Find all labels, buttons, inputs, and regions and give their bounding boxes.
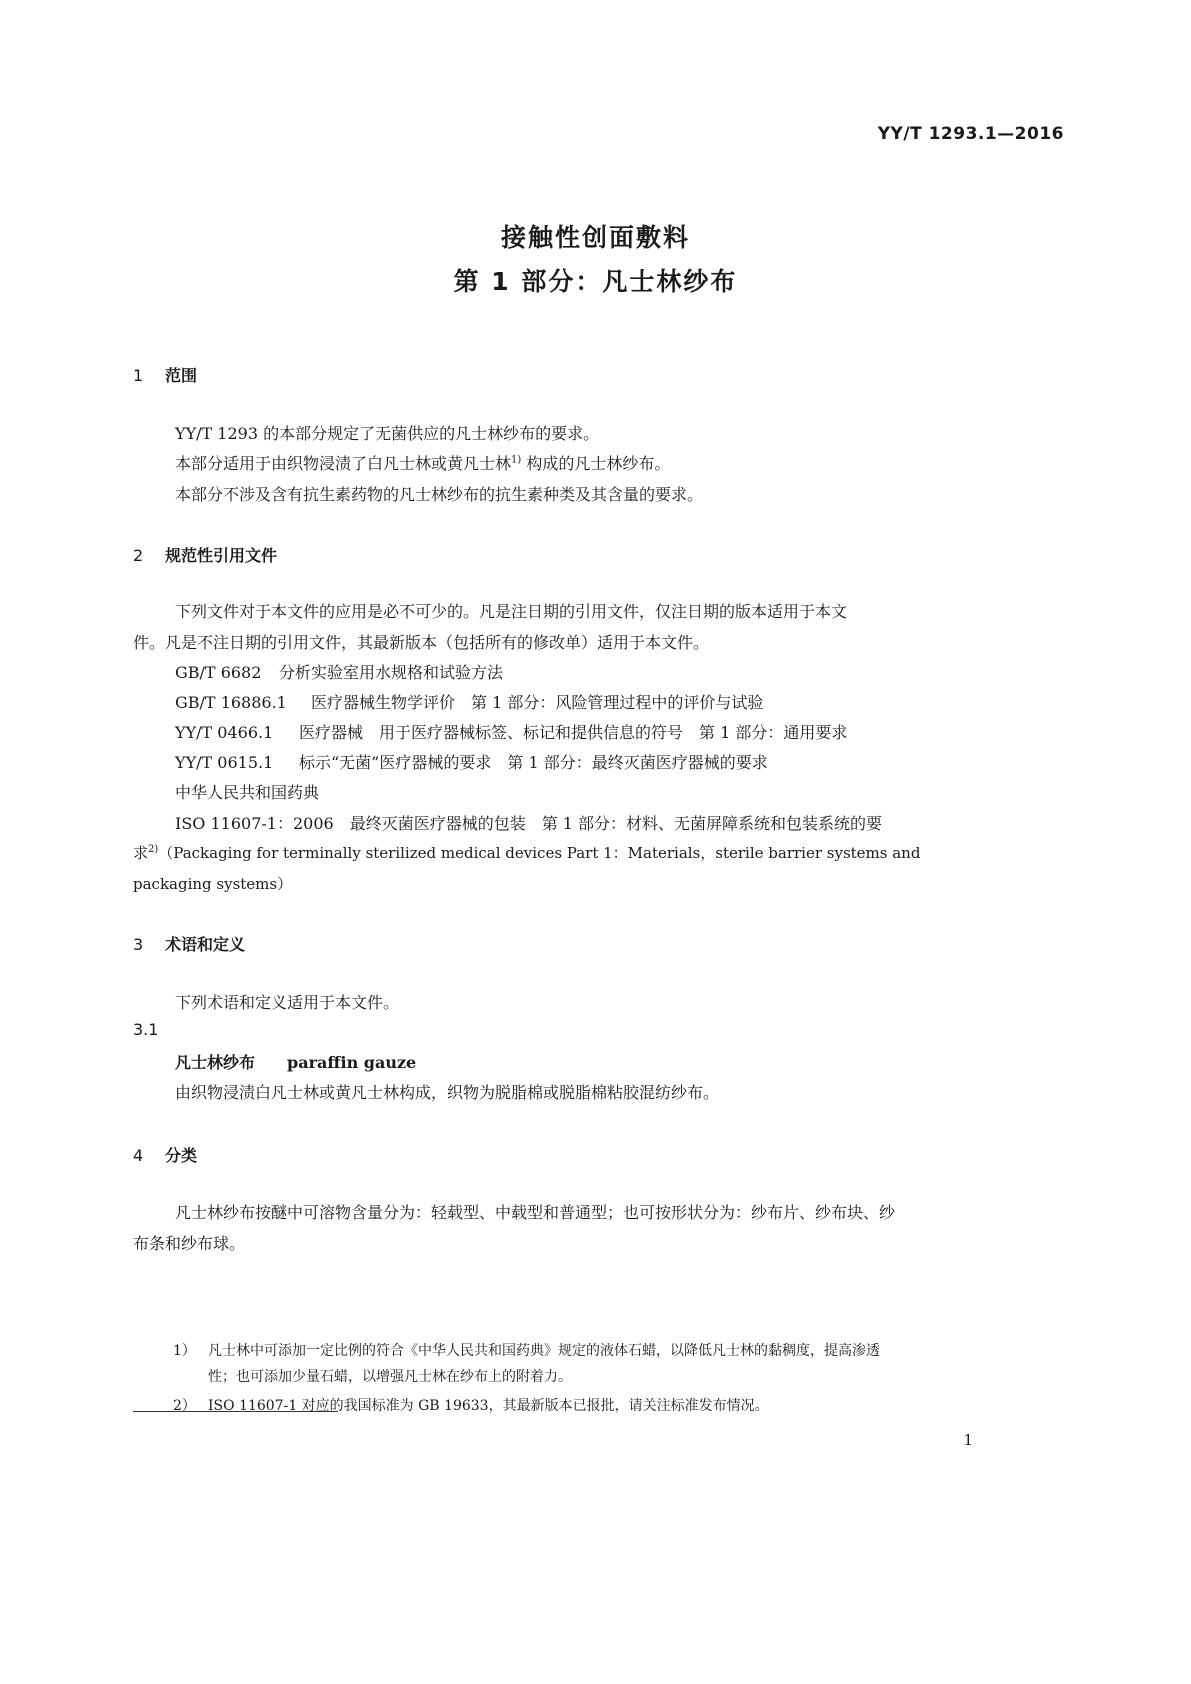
reference-iso-text: 求 <box>133 844 149 862</box>
document-title-line1: 接触性创面敷料 <box>500 223 690 252</box>
section-number: 1 <box>133 366 144 385</box>
footnote-2-number: 2） <box>173 1398 196 1414</box>
reference-item <box>175 660 503 683</box>
term-number: 3.1 <box>133 1020 159 1039</box>
term-chinese: 凡士林纱布 <box>175 1053 256 1072</box>
section-number: 4 <box>133 1146 144 1165</box>
reference-title: 分析实验室用水规格和试验方法 <box>279 663 504 682</box>
standard-code: YY/T 1293.1—2016 <box>877 124 1064 144</box>
reference-title: 标示“无菌”医疗器械的要求 第 1 部分：最终灭菌医疗器械的要求 <box>299 753 768 772</box>
classification-line1: 凡士林纱布按醚中可溶物含量分为：轻载型、中载型和普通型；也可按形状分为：纱布片、纱布块、纱 <box>175 1203 896 1222</box>
document-title-line2: 第 1 部分：凡士林纱布 <box>453 267 738 296</box>
section-title: 分类 <box>165 1146 198 1165</box>
section-4-heading <box>133 1143 197 1166</box>
references-intro-line1: 下列文件对于本文件的应用是必不可少的。凡是注日期的引用文件，仅注日期的版本适用于本文 <box>175 602 848 621</box>
reference-iso-english: （Packaging for terminally sterilized medical devices Part 1：Materials，sterile barrier systems and <box>158 844 921 862</box>
reference-iso-line3: packaging systems） <box>133 875 293 893</box>
section-2-heading <box>133 543 277 566</box>
reference-item <box>175 690 763 713</box>
section-1-heading <box>133 363 197 386</box>
footnote-ref-2: 2) <box>148 844 159 855</box>
section-number: 3 <box>133 935 144 954</box>
scope-paragraph-3: 本部分不涉及含有抗生素药物的凡士林纱布的抗生素种类及其含量的要求。 <box>175 485 704 504</box>
reference-title: 医疗器械生物学评价 第 1 部分：风险管理过程中的评价与试验 <box>311 693 764 712</box>
reference-item <box>175 750 768 773</box>
terms-intro: 下列术语和定义适用于本文件。 <box>175 993 400 1012</box>
references-intro-line2: 件。凡是不注日期的引用文件，其最新版本（包括所有的修改单）适用于本文件。 <box>133 633 710 652</box>
footnote-ref-1: 1) <box>511 454 522 466</box>
section-number: 2 <box>133 546 144 565</box>
term-definition: 由织物浸渍白凡士林或黄凡士林构成，织物为脱脂棉或脱脂棉粘胶混纺纱布。 <box>175 1083 720 1102</box>
reference-iso-line2 <box>133 842 920 863</box>
term-english: paraffin gauze <box>287 1053 417 1072</box>
section-title: 术语和定义 <box>165 935 246 954</box>
reference-code: GB/T 6682 <box>175 663 262 682</box>
section-3-heading <box>133 932 245 955</box>
reference-code: YY/T 0466.1 <box>175 723 274 742</box>
classification-line2: 布条和纱布球。 <box>133 1234 246 1253</box>
reference-iso-line1: ISO 11607-1：2006 最终灭菌医疗器械的包装 第 1 部分：材料、无菌屏障系统和包装系统的要 <box>175 814 883 833</box>
scope-paragraph-1: YY/T 1293 的本部分规定了无菌供应的凡士林纱布的要求。 <box>175 424 600 443</box>
page-number: 1 <box>963 1431 973 1449</box>
reference-code: GB/T 16886.1 <box>175 693 287 712</box>
footnote-2-line1: ISO 11607-1 对应的我国标准为 GB 19633，其最新版本已报批，请关注标准发布情况。 <box>208 1398 769 1414</box>
footnote-1-line1: 凡士林中可添加一定比例的符合《中华人民共和国药典》规定的液体石蜡，以降低凡士林的黏稠度，提高渗透 <box>208 1343 880 1359</box>
reference-pharmacopoeia: 中华人民共和国药典 <box>175 783 320 802</box>
footnote-1-line2: 性；也可添加少量石蜡，以增强凡士林在纱布上的附着力。 <box>208 1369 572 1385</box>
scope-paragraph-2-tail: 构成的凡士林纱布。 <box>521 454 671 473</box>
footnote-1-number: 1） <box>173 1343 196 1359</box>
scope-paragraph-2 <box>175 451 670 474</box>
section-title: 规范性引用文件 <box>165 546 278 565</box>
section-title: 范围 <box>165 366 198 385</box>
reference-title: 医疗器械 用于医疗器械标签、标记和提供信息的符号 第 1 部分：通用要求 <box>299 723 848 742</box>
reference-code: YY/T 0615.1 <box>175 753 274 772</box>
term-heading <box>175 1050 416 1073</box>
reference-item <box>175 720 847 743</box>
scope-paragraph-2-text: 本部分适用于由织物浸渍了白凡士林或黄凡士林 <box>175 454 512 473</box>
